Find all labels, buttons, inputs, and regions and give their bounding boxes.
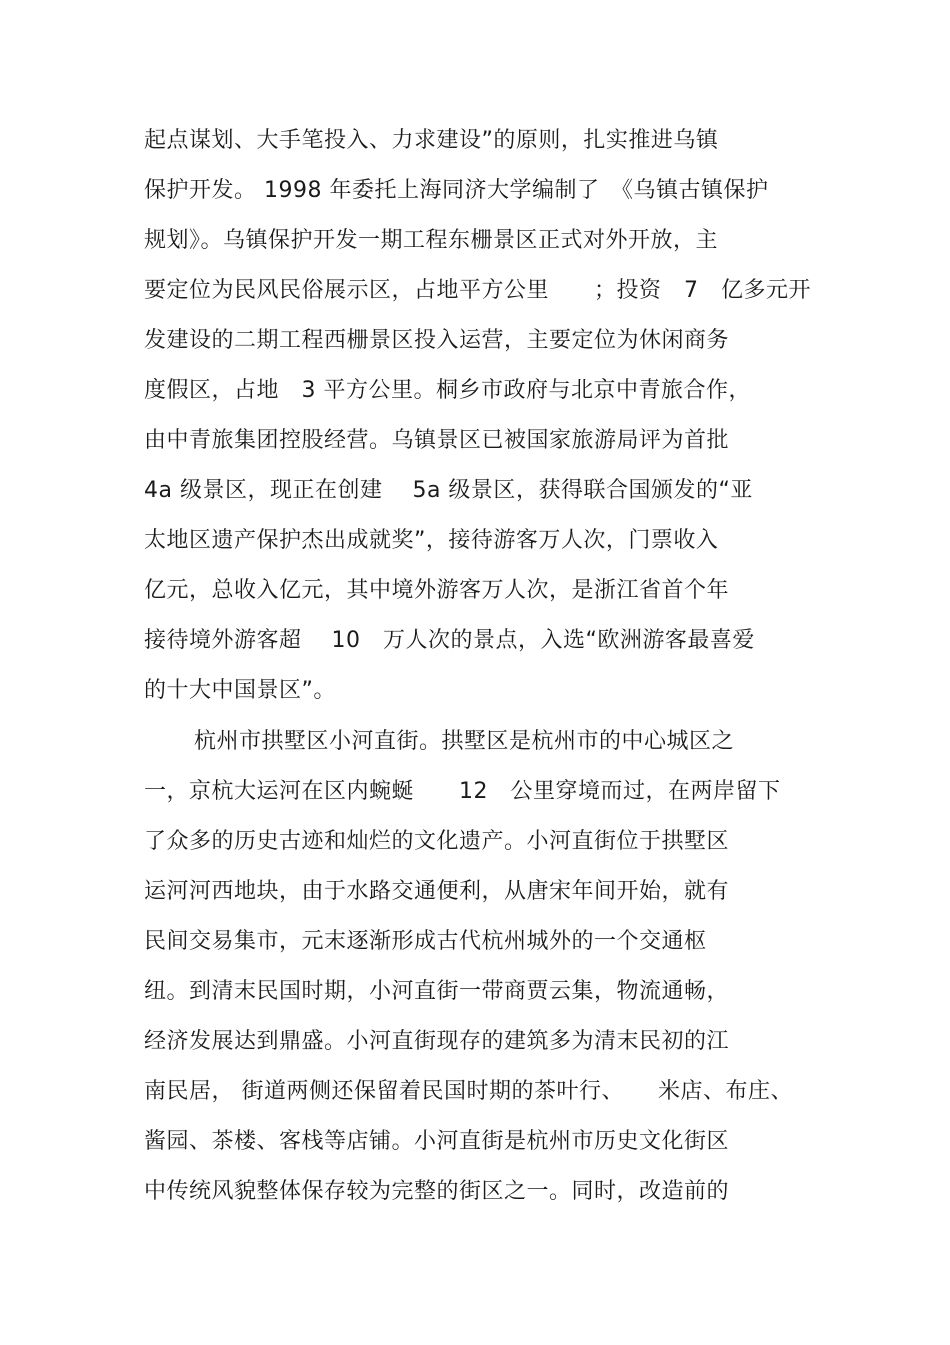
text-line: 4a 级景区，现正在创建 5a 级景区，获得联合国颁发的“亚 (144, 478, 753, 503)
text-line: 纽。到清末民国时期，小河直街一带商贾云集，物流通畅， (144, 979, 730, 1004)
text-line: 度假区，占地 3 平方公里。桐乡市政府与北京中青旅合作， (144, 378, 751, 403)
text-line: 起点谋划、大手笔投入、力求建设”的原则，扎实推进乌镇 (144, 128, 719, 153)
text-line: 民间交易集市，元末逐渐形成古代杭州城外的一个交通枢 (144, 929, 707, 954)
text-line: 经济发展达到鼎盛。小河直街现存的建筑多为清末民初的江 (144, 1029, 730, 1054)
text-line: 由中青旅集团控股经营。乌镇景区已被国家旅游局评为首批 (144, 428, 730, 453)
text-line: 规划》。乌镇保护开发一期工程东栅景区正式对外开放，主 (144, 228, 719, 253)
text-line: 一，京杭大运河在区内蜿蜒 12 公里穿境而过，在两岸留下 (144, 779, 781, 804)
text-line: 保护开发。 1998 年委托上海同济大学编制了 《乌镇古镇保护 (144, 178, 769, 203)
paragraph-first-line: 杭州市拱墅区小河直街。拱墅区是杭州市的中心城区之 (194, 729, 735, 754)
text-line: 中传统风貌整体保存较为完整的街区之一。同时，改造前的 (144, 1179, 730, 1204)
text-line: 接待境外游客超 10 万人次的景点，入选“欧洲游客最喜爱 (144, 628, 755, 653)
text-line: 的十大中国景区”。 (144, 678, 336, 703)
text-line: 了众多的历史古迹和灿烂的文化遗产。小河直街位于拱墅区 (144, 829, 730, 854)
text-line: 亿元，总收入亿元，其中境外游客万人次，是浙江省首个年 (144, 578, 730, 603)
text-line: 运河河西地块，由于水路交通便利，从唐宋年间开始，就有 (144, 879, 730, 904)
text-line: 酱园、茶楼、客栈等店铺。小河直街是杭州市历史文化街区 (144, 1129, 730, 1154)
text-line: 要定位为民风民俗展示区，占地平方公里 ；投资 7 亿多元开 (144, 278, 811, 303)
text-line: 太地区遗产保护杰出成就奖”，接待游客万人次，门票收入 (144, 528, 719, 553)
text-line: 发建设的二期工程西栅景区投入运营，主要定位为休闲商务 (144, 328, 730, 353)
text-line: 南民居， 街道两侧还保留着民国时期的茶叶行、 米店、布庄、 (144, 1079, 793, 1104)
